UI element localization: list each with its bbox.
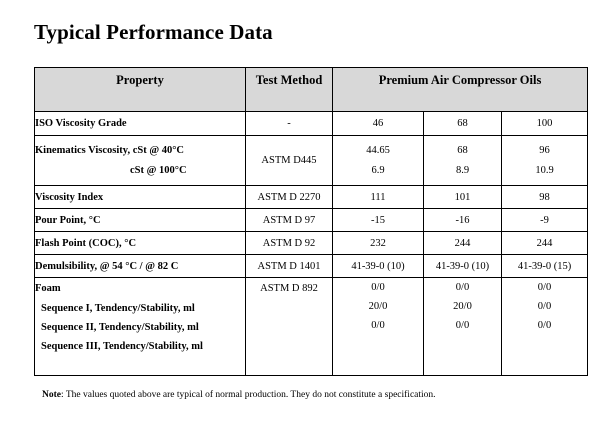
value-100c: 8.9 [455,165,470,176]
value-cell: -16 [424,209,502,232]
value-cell [502,278,588,376]
foam-value: 0/0 [455,282,470,293]
value-100c: 6.9 [371,165,385,176]
table-row [35,186,588,209]
note-label: Note [42,390,61,400]
foam-value: 0/0 [537,320,552,331]
foam-value: 0/0 [371,282,385,293]
test-method: ASTM D 2270 [246,186,333,209]
test-method: ASTM D 892 [260,283,318,294]
page-title: Typical Performance Data [34,20,273,44]
property-label: Viscosity Index [35,186,246,209]
value-cell: 68 [424,112,502,136]
footnote [42,390,436,400]
table-row [35,209,588,232]
test-method-cell [246,278,333,376]
test-method: ASTM D 1401 [246,255,333,278]
performance-table [34,67,588,376]
value-100c: 10.9 [535,165,554,176]
value-cell: 232 [333,232,424,255]
value-cell: 101 [424,186,502,209]
value-40c: 44.65 [366,145,390,156]
table-row [35,112,588,136]
header-oils: Premium Air Compressor Oils [333,68,588,112]
foam-value: 20/0 [368,301,388,312]
value-cell [333,136,424,186]
foam-value: 20/0 [453,301,472,312]
property-label-cell [35,278,246,376]
foam-sequence-label: Sequence I, Tendency/Stability, ml [41,303,195,314]
value-cell [424,136,502,186]
header-property: Property [35,68,246,112]
property-sublabel: cSt @ 100°C [130,165,187,176]
value-cell: 98 [502,186,588,209]
foam-value: 0/0 [537,301,552,312]
table-row [35,278,588,376]
note-text: : The values quoted above are typical of normal production. They do not constitute a specification. [61,390,436,400]
value-cell: 46 [333,112,424,136]
property-label: Demulsibility, @ 54 °C / @ 82 C [35,255,246,278]
table-row [35,255,588,278]
test-method: ASTM D445 [246,136,333,186]
header-row [35,68,588,112]
value-cell: 41-39-0 (10) [424,255,502,278]
value-cell: -15 [333,209,424,232]
property-label: ISO Viscosity Grade [35,112,246,136]
header-test-method: Test Method [246,68,333,112]
value-cell [424,278,502,376]
value-cell: 100 [502,112,588,136]
value-cell: 41-39-0 (15) [502,255,588,278]
value-40c: 68 [457,145,468,156]
foam-sequence-label: Sequence III, Tendency/Stability, ml [41,341,203,352]
table-row [35,136,588,186]
property-label: Pour Point, °C [35,209,246,232]
value-cell [502,136,588,186]
value-cell: 41-39-0 (10) [333,255,424,278]
test-method: ASTM D 92 [246,232,333,255]
foam-value: 0/0 [537,282,552,293]
foam-value: 0/0 [455,320,470,331]
property-label: Flash Point (COC), °C [35,232,246,255]
value-cell: 244 [502,232,588,255]
value-cell [333,278,424,376]
foam-sequence-label: Sequence II, Tendency/Stability, ml [41,322,199,333]
property-label: Foam [35,283,61,294]
value-40c: 96 [539,145,550,156]
test-method: ASTM D 97 [246,209,333,232]
property-label-cell [35,136,246,186]
property-label: Kinematics Viscosity, cSt @ 40°C [35,145,184,156]
test-method: - [246,112,333,136]
table-row [35,232,588,255]
value-cell: -9 [502,209,588,232]
value-cell: 244 [424,232,502,255]
value-cell: 111 [333,186,424,209]
foam-value: 0/0 [371,320,385,331]
